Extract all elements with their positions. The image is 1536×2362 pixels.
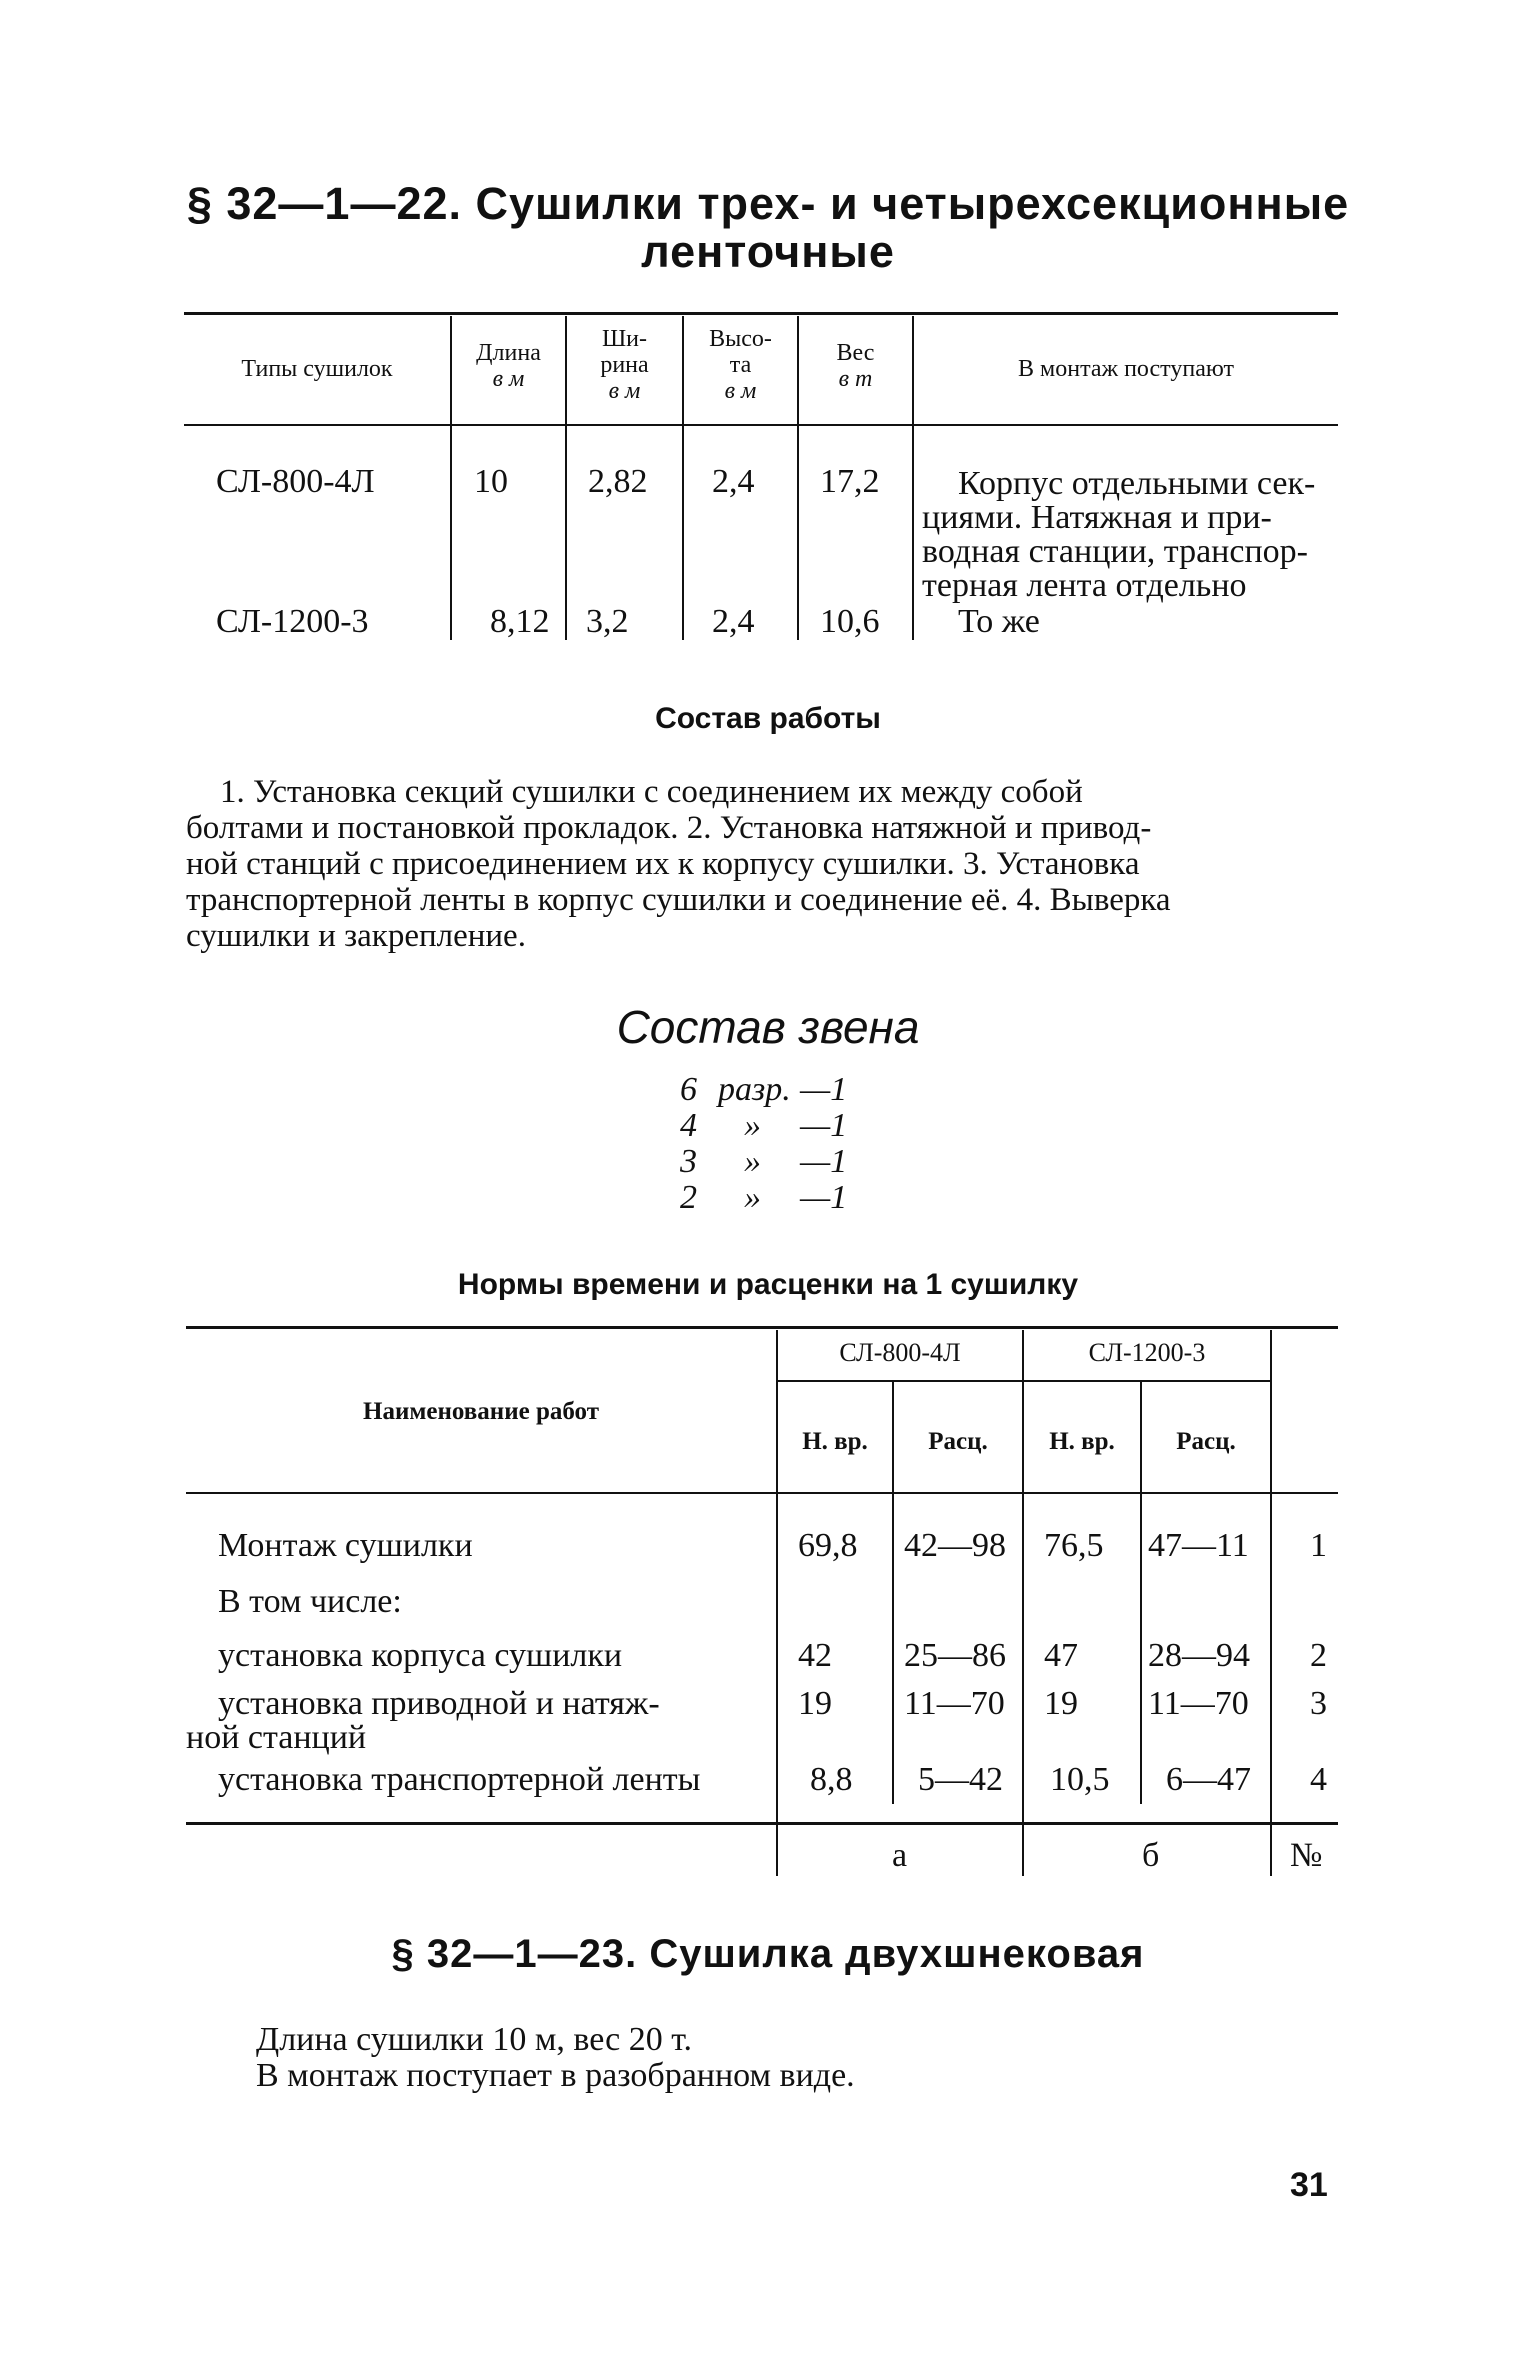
norms-b-rate: Расц. xyxy=(1176,1428,1236,1455)
header-height-unit: в м xyxy=(724,378,757,404)
norms-row-a-rate: 25—86 xyxy=(904,1637,1006,1674)
section2-line1: Длина сушилки 10 м, вес 20 т. xyxy=(256,2021,693,2058)
norms-row-name: установка корпуса сушилки xyxy=(218,1637,623,1674)
header-delivery: В монтаж поступают xyxy=(1018,356,1234,382)
row2-weight: 10,6 xyxy=(820,603,880,640)
row1-weight: 17,2 xyxy=(820,463,880,500)
norms-row-name: установка приводной и натяж- xyxy=(218,1685,660,1722)
section-title-cont: ленточные xyxy=(641,226,895,277)
norms-row-b-rate: 11—70 xyxy=(1148,1685,1249,1722)
crew-count: —1 xyxy=(800,1143,848,1180)
crew-grade: 2 xyxy=(680,1179,697,1216)
row1-delivery-1: Корпус отдельными сек- xyxy=(958,465,1316,502)
crew-count: —1 xyxy=(800,1107,848,1144)
crew-grade: 6 xyxy=(680,1071,697,1108)
norms-a-time: Н. вр. xyxy=(802,1428,868,1455)
header-width-unit: в м xyxy=(608,378,641,404)
norms-row-a-time: 8,8 xyxy=(810,1761,853,1798)
row2-height: 2,4 xyxy=(712,603,755,640)
header-height: Высо- xyxy=(709,326,772,352)
norms-row-a-time: 42 xyxy=(798,1637,832,1674)
norms-footer-b: б xyxy=(1142,1837,1160,1874)
norms-row-name: В том числе: xyxy=(218,1583,402,1620)
work-heading: Состав работы xyxy=(655,702,881,735)
norms-row-no: 1 xyxy=(1310,1527,1327,1564)
crew-unit: » xyxy=(744,1143,761,1180)
crew-unit: » xyxy=(744,1179,761,1216)
norms-b-time: Н. вр. xyxy=(1049,1428,1115,1455)
norms-footer-a: а xyxy=(892,1837,908,1874)
work-line-3: ной станций с присоединением их к корпусу сушилки. 3. Установка xyxy=(186,846,1140,882)
row1-width: 2,82 xyxy=(588,463,648,500)
row2-width: 3,2 xyxy=(586,603,629,640)
row1-delivery-4: терная лента отдельно xyxy=(922,567,1247,604)
row1-height: 2,4 xyxy=(712,463,755,500)
header-width-2: рина xyxy=(600,352,649,378)
header-length-unit: в м xyxy=(492,366,525,392)
work-line-4: транспортерной ленты в корпус сушилки и соединение её. 4. Выверка xyxy=(186,882,1171,918)
header-height-2: та xyxy=(729,352,752,378)
row2-delivery: То же xyxy=(958,603,1040,640)
section2-title: § 32—1—23. Сушилка двухшнековая xyxy=(391,1932,1145,1976)
page-number: 31 xyxy=(1290,2166,1328,2204)
norms-row-b-time: 10,5 xyxy=(1050,1761,1110,1798)
header-length: Длина xyxy=(476,340,541,366)
norms-group-b: СЛ-1200-3 xyxy=(1088,1338,1206,1367)
norms-row-b-rate: 6—47 xyxy=(1166,1761,1251,1798)
crew-count: —1 xyxy=(800,1179,848,1216)
norms-group-a: СЛ-800-4Л xyxy=(839,1338,961,1367)
norms-row-a-rate: 42—98 xyxy=(904,1527,1006,1564)
norms-heading: Нормы времени и расценки на 1 сушилку xyxy=(457,1268,1079,1301)
norms-row-b-time: 47 xyxy=(1044,1637,1078,1674)
work-line-5: сушилки и закрепление. xyxy=(186,918,526,954)
row1-length: 10 xyxy=(474,463,508,500)
norms-row-b-rate: 28—94 xyxy=(1148,1637,1250,1674)
header-weight: Вес xyxy=(836,340,875,366)
header-width: Ши- xyxy=(601,326,648,352)
crew-heading: Состав звена xyxy=(616,1001,920,1053)
crew-unit: разр. xyxy=(718,1071,791,1108)
norms-col-name: Наименование работ xyxy=(363,1398,599,1425)
norms-row-name-cont: ной станций xyxy=(186,1719,367,1756)
crew-count: —1 xyxy=(800,1071,848,1108)
row1-type: СЛ-800-4Л xyxy=(216,463,375,500)
crew-grade: 4 xyxy=(680,1107,697,1144)
norms-row-a-time: 19 xyxy=(798,1685,832,1722)
section2-line2: В монтаж поступает в разобранном виде. xyxy=(256,2057,855,2094)
norms-row-name: установка транспортерной ленты xyxy=(218,1761,701,1798)
work-line-1: 1. Установка секций сушилки с соединением их между собой xyxy=(220,774,1083,810)
norms-row-no: 4 xyxy=(1310,1761,1327,1798)
row1-delivery-3: водная станции, транспор- xyxy=(922,533,1308,570)
row1-delivery-2: циями. Натяжная и при- xyxy=(922,499,1272,536)
norms-row-a-rate: 5—42 xyxy=(918,1761,1003,1798)
norms-row-no: 3 xyxy=(1310,1685,1327,1722)
header-type: Типы сушилок xyxy=(241,356,393,382)
norms-row-a-rate: 11—70 xyxy=(904,1685,1005,1722)
norms-row-name: Монтаж сушилки xyxy=(218,1527,473,1564)
section-title: § 32—1—22. Сушилки трех- и четырехсекционные xyxy=(186,178,1350,229)
norms-footer-no: № xyxy=(1290,1837,1323,1874)
norms-row-b-rate: 47—11 xyxy=(1148,1527,1249,1564)
row2-length: 8,12 xyxy=(490,603,550,640)
header-weight-unit: в т xyxy=(838,366,873,392)
norms-row-b-time: 76,5 xyxy=(1044,1527,1104,1564)
norms-row-no: 2 xyxy=(1310,1637,1327,1674)
crew-grade: 3 xyxy=(680,1143,697,1180)
norms-row-b-time: 19 xyxy=(1044,1685,1078,1722)
crew-unit: » xyxy=(744,1107,761,1144)
work-line-2: болтами и постановкой прокладок. 2. Установка натяжной и привод- xyxy=(186,810,1152,846)
norms-a-rate: Расц. xyxy=(928,1428,988,1455)
norms-row-a-time: 69,8 xyxy=(798,1527,858,1564)
row2-type: СЛ-1200-3 xyxy=(216,603,369,640)
